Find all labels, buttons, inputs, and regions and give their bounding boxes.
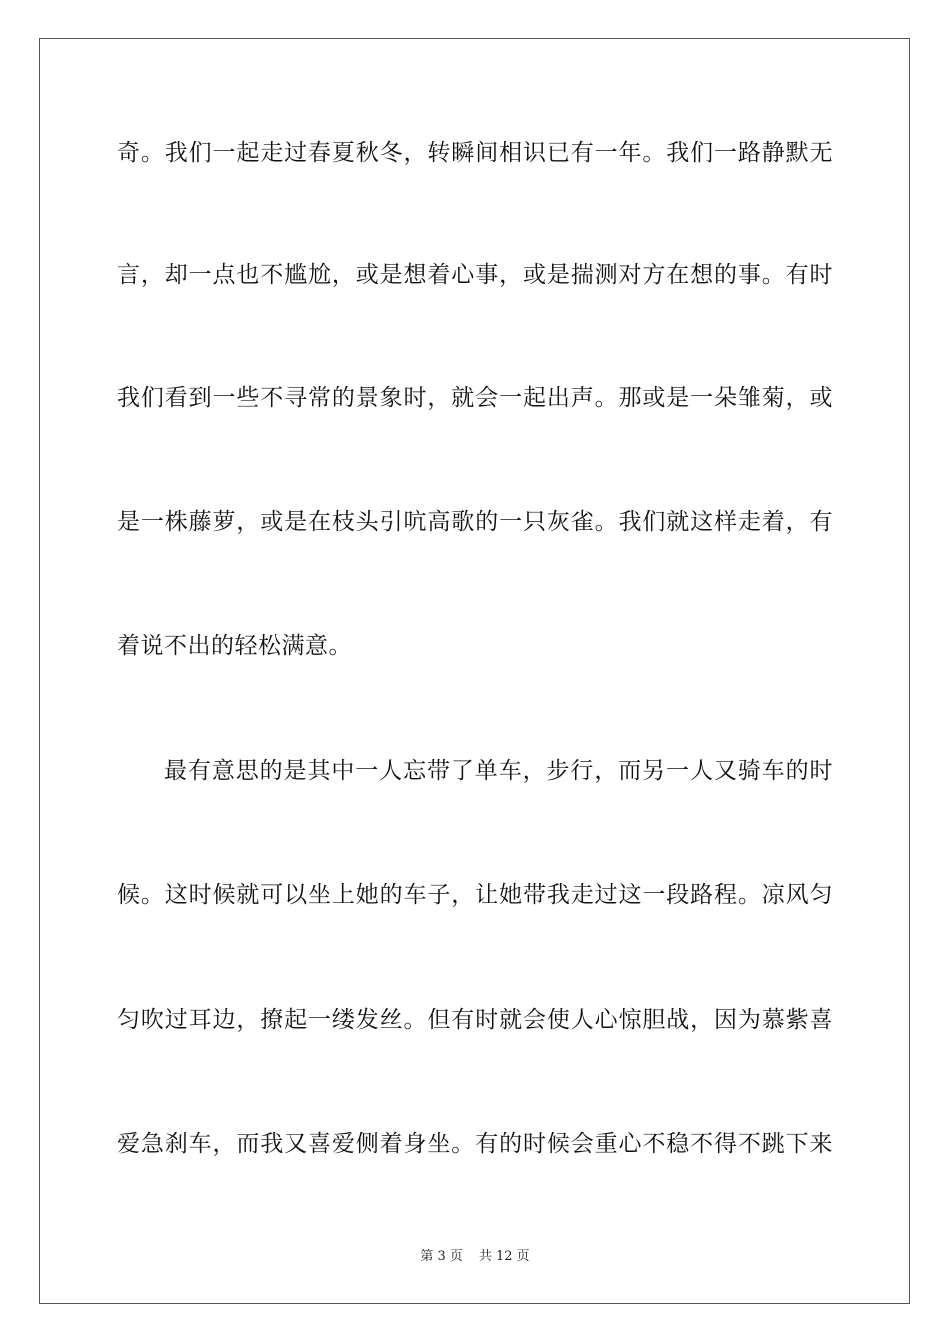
text-line: 爱急刹车，而我又喜爱侧着身坐。有的时候会重心不稳不得不跳下来	[117, 1131, 833, 1157]
text-line: 候。这时候就可以坐上她的车子，让她带我走过这一段路程。凉风匀	[117, 882, 833, 908]
page-border	[39, 38, 910, 1304]
paragraph-first-line: 最有意思的是其中一人忘带了单车，步行，而另一人又骑车的时	[164, 758, 833, 784]
text-line: 匀吹过耳边，撩起一缕发丝。但有时就会使人心惊胆战，因为慕紫喜	[117, 1007, 833, 1033]
page-number: 第 3 页	[420, 1249, 463, 1264]
text-line: 我们看到一些不寻常的景象时，就会一起出声。那或是一朵雏菊，或	[117, 385, 833, 411]
page-footer	[0, 1245, 950, 1264]
text-line: 是一株藤萝，或是在枝头引吭高歌的一只灰雀。我们就这样走着，有	[117, 509, 833, 535]
text-line: 言，却一点也不尴尬，或是想着心事，或是揣测对方在想的事。有时	[117, 262, 833, 288]
text-line: 奇。我们一起走过春夏秋冬，转瞬间相识已有一年。我们一路静默无	[117, 140, 833, 166]
text-line: 着说不出的轻松满意。	[117, 633, 352, 659]
total-pages: 共 12 页	[478, 1249, 530, 1264]
